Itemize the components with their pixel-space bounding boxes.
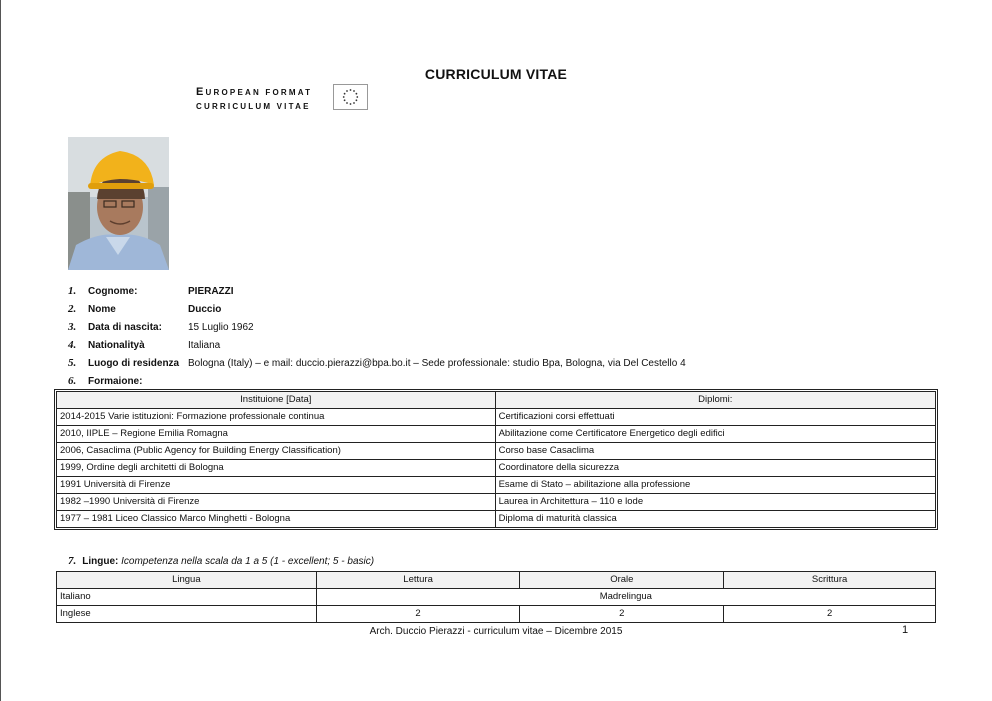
languages-heading (68, 555, 374, 567)
info-data-nascita (68, 319, 254, 335)
cell-lettura: 2 (316, 606, 520, 623)
label-residenza: Luogo di residenza (88, 358, 180, 369)
label-cognome: Cognome: (88, 286, 138, 297)
table-row (57, 426, 936, 443)
info-residenza (68, 355, 686, 371)
page-edge (0, 0, 1, 701)
cell-diploma: Certificazioni corsi effettuati (495, 409, 935, 426)
item-number: 5. (68, 357, 77, 369)
cell-diploma: Coordinatore della sicurezza (495, 460, 935, 477)
cell-lingua-italiano: Italiano (57, 589, 317, 606)
page-title: CURRICULUM VITAE (424, 66, 568, 82)
info-formazione (68, 373, 188, 389)
cell-diploma: Esame di Stato – abilitazione alla professione (495, 477, 935, 494)
table-row (57, 460, 936, 477)
cell-orale: 2 (520, 606, 724, 623)
eu-flag-icon (333, 84, 368, 110)
item-number: 3. (68, 321, 77, 333)
cell-istituzione: 1999, Ordine degli architetti di Bologna (57, 460, 496, 477)
table-row (57, 477, 936, 494)
european-format-label (196, 85, 312, 114)
cell-diploma: Laurea in Architettura – 110 e lode (495, 494, 935, 511)
item-number: 7. (68, 555, 77, 567)
cell-istituzione: 1977 – 1981 Liceo Classico Marco Minghetti - Bologna (57, 511, 496, 528)
label-data-nascita: Data di nascita: (88, 322, 162, 333)
info-cognome (68, 283, 234, 299)
header-istituzione: Instituione [Data] (57, 392, 496, 409)
value-data-nascita: 15 Luglio 1962 (188, 322, 254, 333)
cell-madrelingua: Madrelingua (316, 589, 935, 606)
header-lingua: Lingua (57, 572, 317, 589)
table-row (57, 511, 936, 528)
languages-label: Lingue: (82, 556, 119, 567)
header-diplomi: Diplomi: (495, 392, 935, 409)
header-scrittura: Scrittura (724, 572, 936, 589)
label-formazione: Formaione: (88, 376, 143, 387)
value-nome: Duccio (188, 304, 222, 315)
profile-photo (68, 137, 169, 270)
format-line-1: EUROPEAN FORMAT (196, 86, 313, 98)
value-residenza: Bologna (Italy) – e mail: duccio.pierazzi@bpa.bo.it – Sede professionale: studio Bpa, Bologna, via Del Cestello 4 (188, 358, 686, 369)
table-row (57, 443, 936, 460)
table-row (57, 409, 936, 426)
cell-diploma: Corso base Casaclima (495, 443, 935, 460)
value-nazionalita: Italiana (188, 340, 221, 351)
info-nome (68, 301, 221, 317)
info-nazionalita (68, 337, 220, 353)
table-header-row (57, 572, 936, 589)
label-nome: Nome (88, 304, 116, 315)
table-row (57, 589, 936, 606)
page-footer: Arch. Duccio Pierazzi - curriculum vitae – Dicembre 2015 (369, 626, 623, 637)
languages-note: Icompetenza nella scala da 1 a 5 (1 - excellent; 5 - basic) (121, 556, 375, 567)
header-lettura: Lettura (316, 572, 520, 589)
cell-lingua-inglese: Inglese (57, 606, 317, 623)
cell-diploma: Diploma di maturità classica (495, 511, 935, 528)
format-line-2: CURRICULUM VITAE (196, 102, 311, 111)
cell-diploma: Abilitazione come Certificatore Energetico degli edifici (495, 426, 935, 443)
cell-istituzione: 2006, Casaclima (Public Agency for Building Energy Classification) (57, 443, 496, 460)
education-table (56, 391, 936, 528)
cell-istituzione: 2010, IIPLE – Regione Emilia Romagna (57, 426, 496, 443)
header-orale: Orale (520, 572, 724, 589)
item-number: 2. (68, 303, 77, 315)
item-number: 1. (68, 285, 77, 297)
cell-istituzione: 1982 –1990 Università di Firenze (57, 494, 496, 511)
label-nazionalita: Nationalityà (88, 340, 145, 351)
page-number: 1 (902, 624, 909, 636)
table-row (57, 606, 936, 623)
cell-istituzione: 2014-2015 Varie istituzioni: Formazione professionale continua (57, 409, 496, 426)
item-number: 6. (68, 375, 77, 387)
languages-table (56, 571, 936, 623)
table-row (57, 494, 936, 511)
value-cognome: PIERAZZI (188, 286, 234, 297)
cell-istituzione: 1991 Università di Firenze (57, 477, 496, 494)
table-header-row (57, 392, 936, 409)
item-number: 4. (68, 339, 77, 351)
cell-scrittura: 2 (724, 606, 936, 623)
